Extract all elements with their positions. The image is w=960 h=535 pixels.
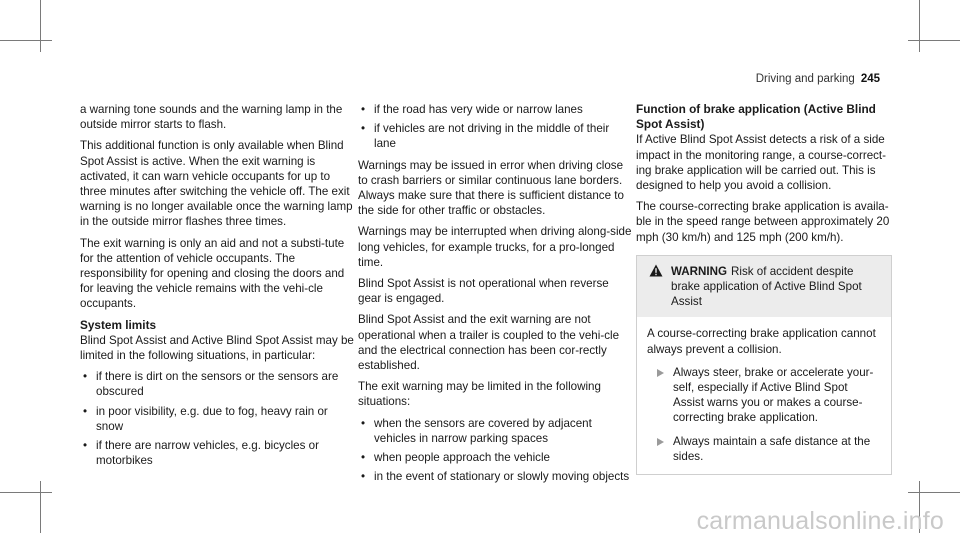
paragraph: The exit warning may be limited in the following situations: — [358, 380, 601, 409]
list-item: • if vehicles are not driving in the middle of their lane — [358, 121, 632, 151]
list-item: • in the event of stationary or slowly moving objects — [358, 469, 632, 484]
instruction-step — [647, 434, 881, 464]
list-item: • if the road has very wide or narrow lanes — [358, 102, 632, 117]
column-3 — [636, 102, 898, 475]
warning-box — [636, 255, 892, 475]
exit-warning-limits-list — [358, 416, 632, 485]
section-title: Driving and parking — [755, 73, 855, 85]
column-2 — [358, 102, 632, 490]
step-text: Always maintain a safe distance at the sides. — [673, 434, 871, 463]
crop-mark-bl-v — [40, 481, 41, 533]
crop-mark-tl-v — [40, 0, 41, 52]
page-header — [756, 72, 880, 87]
paragraph: Warnings may be interrupted when driving along‐side long vehicles, for example trucks, for a pro‐longed time. — [358, 225, 632, 269]
paragraph: a warning tone sounds and the warning lamp in the outside mirror starts to flash. — [80, 103, 343, 132]
section-heading-brake-application: Function of brake application (Active Blind Spot Assist) — [636, 102, 876, 132]
crop-mark-tl-h — [0, 40, 52, 41]
section-heading-system-limits: System limits — [80, 317, 157, 332]
step-arrow-icon — [657, 438, 664, 446]
column-1 — [80, 102, 354, 474]
list-item: • in poor visibility, e.g. due to fog, heavy rain or snow — [80, 404, 354, 434]
crop-mark-br-h — [908, 492, 960, 493]
paragraph: The exit warning is only an aid and not a substi‐tute for the attention of vehicle occupants. The responsibility for opening and closing the doors and for leaving the vehicle remains with the vehi‐cle occupants. — [80, 236, 345, 311]
paragraph: Blind Spot Assist is not operational when reverse gear is engaged. — [358, 277, 609, 306]
paragraph: Warnings may be issued in error when driving close to crash barriers or similar continuous lane borders. Always make sure that there is sufficient distance to the side for other traffic or obstacles. — [358, 158, 624, 218]
paragraph: If Active Blind Spot Assist detects a risk of a side impact in the monitoring range, a course-correct‐ing brake application will be carried out. This is designed to help you avoid a collision. — [636, 133, 887, 193]
paragraph: This additional function is only available when Blind Spot Assist is active. When the exit warning is activated, it can warn vehicle occupants for up to three minutes after switching the vehicle off. The exit warning is no longer available once the warning lamp in the outside mirror flashes three times. — [80, 139, 353, 229]
watermark: carmanualsonline.info — [696, 506, 944, 535]
list-item: • if there is dirt on the sensors or the sensors are obscured — [80, 369, 354, 399]
warning-body — [637, 317, 891, 474]
crop-mark-tr-v — [919, 0, 920, 52]
list-item: • when the sensors are covered by adjacent vehicles in narrow parking spaces — [358, 416, 632, 446]
list-item: • if there are narrow vehicles, e.g. bicycles or motorbikes — [80, 438, 354, 468]
paragraph: Blind Spot Assist and Active Blind Spot Assist may be limited in the following situations, in particular: — [80, 333, 354, 363]
limits-list — [80, 369, 354, 468]
step-arrow-icon — [657, 369, 664, 377]
warning-text: Risk of accident despite brake application of Active Blind Spot Assist — [671, 264, 862, 309]
warning-header — [637, 256, 891, 318]
page-number: 245 — [860, 73, 880, 85]
paragraph: Blind Spot Assist and the exit warning are not operational when a trailer is coupled to the vehi‐cle and the electrical connection has been cor‐rectly established. — [358, 313, 620, 373]
crop-mark-bl-h — [0, 492, 52, 493]
warning-title: WARNING — [671, 264, 728, 278]
crop-mark-tr-h — [908, 40, 960, 41]
step-text: Always steer, brake or accelerate your‐self, especially if Active Blind Spot Assist warns you or makes a course-correcting brake application. — [673, 365, 874, 425]
list-item: • when people approach the vehicle — [358, 450, 632, 465]
instruction-step — [647, 365, 881, 426]
warning-triangle-icon — [649, 264, 663, 281]
paragraph: The course-correcting brake application is availa‐ble in the speed range between approximately 20 mph (30 km/h) and 125 mph (200 km/h). — [636, 200, 890, 244]
warning-paragraph: A course-correcting brake application cannot always prevent a collision. — [647, 327, 876, 356]
limits-list-continued — [358, 102, 632, 152]
